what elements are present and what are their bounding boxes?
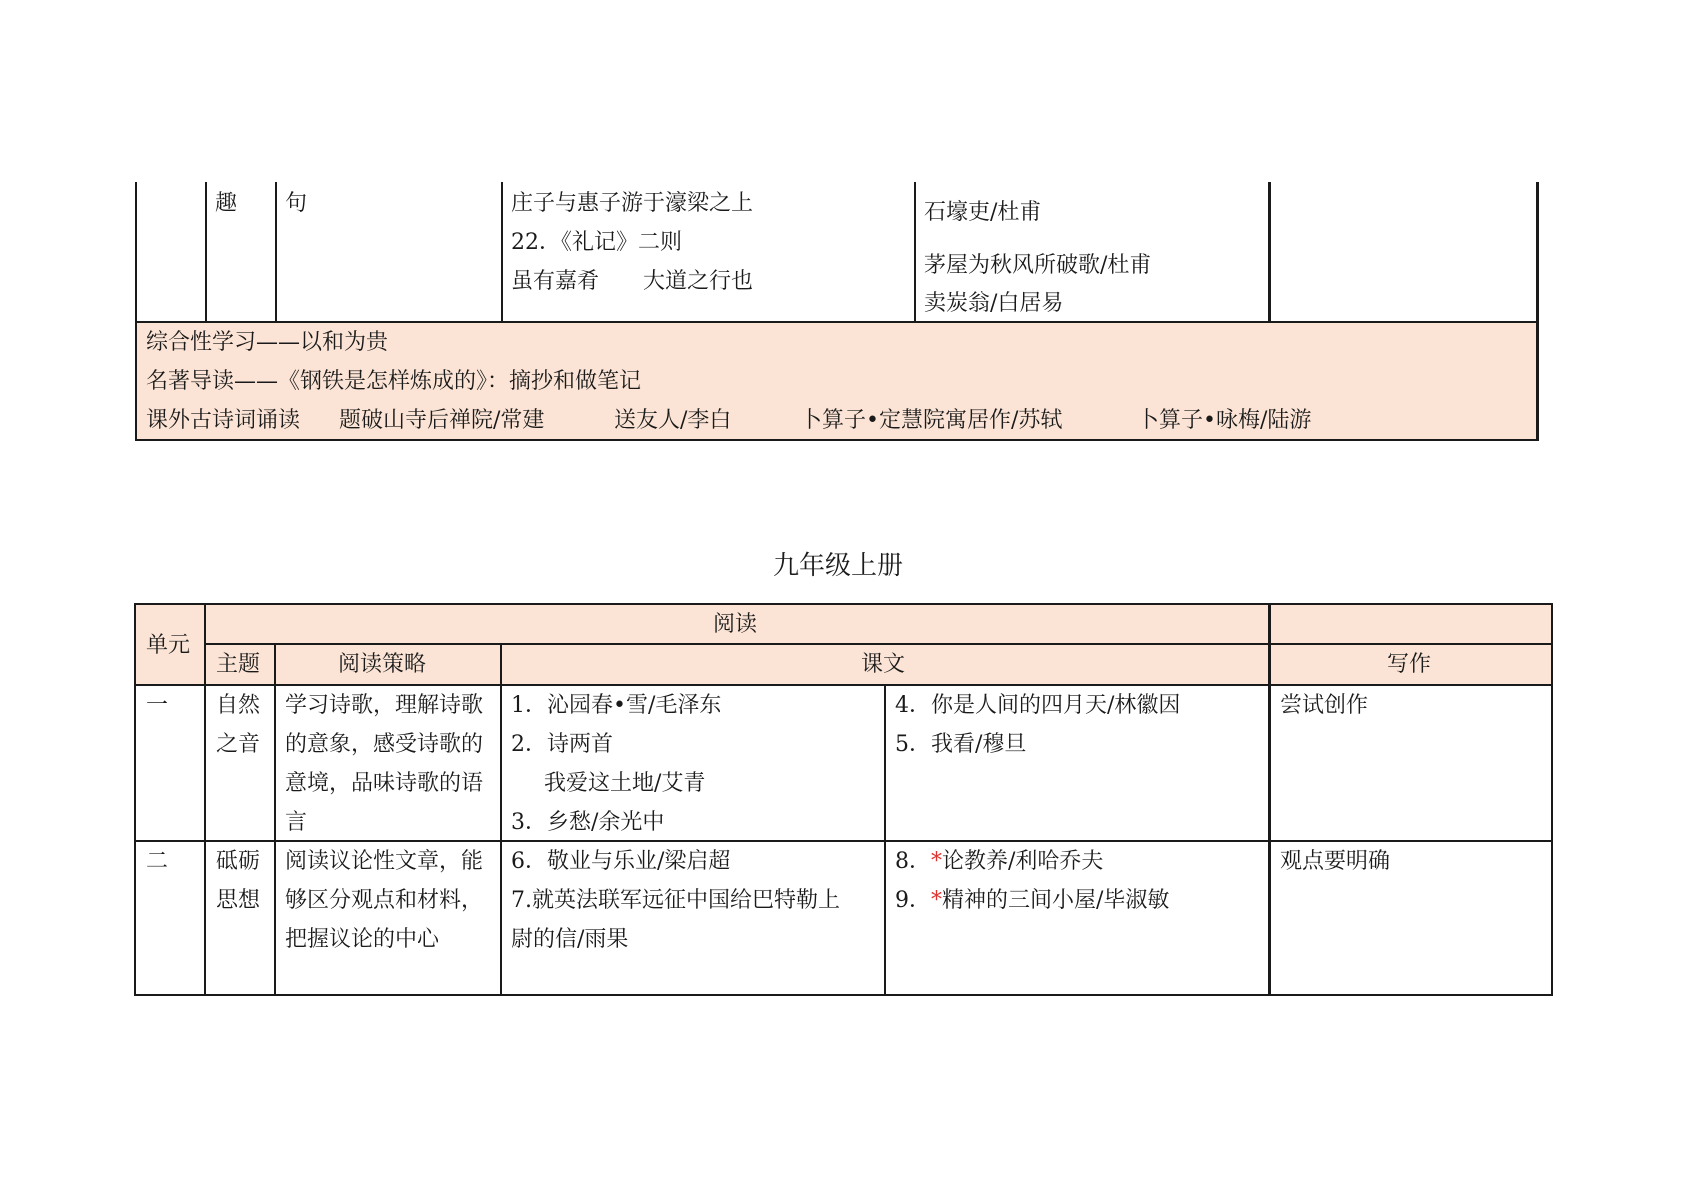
text-line: 3．乡愁/余光中	[511, 810, 665, 835]
grid-line	[1268, 182, 1271, 322]
header-theme: 主题	[216, 652, 261, 677]
text-line: 庄子与惠子游于濠梁之上	[511, 191, 754, 216]
writing-cell: 尝试创作	[1280, 693, 1369, 718]
header-writing: 写作	[1387, 652, 1432, 677]
text-line: 卖炭翁/白居易	[924, 291, 1064, 316]
lesson-number: 9．	[895, 888, 931, 913]
text-line: 2．诗两首	[511, 732, 613, 757]
strategy-line: 意境，品味诗歌的语	[285, 771, 484, 796]
text-line: 4．你是人间的四月天/林徽因	[895, 693, 1181, 718]
grid-line	[500, 643, 502, 996]
grid-line	[274, 643, 276, 996]
text-line: 虽有嘉肴 大道之行也	[511, 269, 754, 294]
theme-line: 砥砺	[216, 849, 261, 874]
grid-line	[204, 643, 206, 996]
text-line: 茅屋为秋风所破歌/杜甫	[924, 253, 1152, 278]
text-line	[895, 881, 1169, 920]
grid-line	[275, 182, 277, 322]
header-unit: 单元	[146, 633, 191, 658]
grid-line	[1268, 603, 1271, 996]
theme-cell: 趣	[215, 191, 238, 216]
header-strategy: 阅读策略	[338, 652, 427, 677]
poem-item: 送友人/李白	[614, 408, 732, 433]
grid-line	[134, 994, 1553, 996]
grid-line	[205, 182, 207, 322]
theme-line: 思想	[216, 888, 261, 913]
grid-line	[204, 603, 206, 644]
classic-reading-guide: 名著导读——《钢铁是怎样炼成的》：摘抄和做笔记	[146, 369, 642, 394]
section-title: 九年级上册	[773, 551, 904, 581]
unit-cell: 二	[146, 849, 169, 874]
strategy-line: 够区分观点和材料，	[285, 888, 484, 913]
theme-line: 之音	[216, 732, 261, 757]
unit-cell: 一	[146, 693, 169, 718]
grid-line	[134, 603, 1553, 605]
writing-cell: 观点要明确	[1280, 849, 1391, 874]
poem-item: 卜算子•定慧院寓居作/苏轼	[800, 408, 1063, 433]
theme-line: 自然	[216, 693, 261, 718]
strategy-line: 学习诗歌，理解诗歌	[285, 693, 484, 718]
text-line: 7.就英法联军远征中国给巴特勒上	[511, 888, 840, 913]
header-texts: 课文	[861, 652, 906, 677]
grid-line	[1536, 182, 1539, 440]
text-line: 6．敬业与乐业/梁启超	[511, 849, 731, 874]
text-line: 石壕吏/杜甫	[924, 200, 1042, 225]
grid-line	[501, 182, 503, 322]
poem-item: 题破山寺后禅院/常建	[339, 408, 545, 433]
extra-poems-label: 课外古诗词诵读	[146, 408, 301, 433]
grid-line	[135, 182, 137, 440]
lesson-title: 论教养/利哈乔夫	[942, 849, 1104, 874]
optional-asterisk: *	[931, 888, 942, 913]
text-line: 22．《礼记》二则	[511, 230, 682, 255]
optional-asterisk: *	[931, 849, 942, 874]
text-line: 5．我看/穆旦	[895, 732, 1027, 757]
text-line: 我爱这土地/艾青	[544, 771, 706, 796]
grid-line	[134, 603, 136, 996]
grid-line	[884, 684, 886, 996]
text-line	[895, 842, 1103, 881]
strategy-line: 把握议论的中心	[285, 927, 440, 952]
text-line: 1．沁园春•雪/毛泽东	[511, 693, 722, 718]
strategy-line: 的意象，感受诗歌的	[285, 732, 484, 757]
poem-item: 卜算子•咏梅/陆游	[1137, 408, 1312, 433]
lesson-number: 8．	[895, 849, 931, 874]
grid-line	[1551, 603, 1553, 996]
lesson-title: 精神的三间小屋/毕淑敏	[942, 888, 1170, 913]
strategy-line: 言	[285, 810, 308, 835]
strategy-cell: 句	[285, 191, 308, 216]
strategy-line: 阅读议论性文章，能	[285, 849, 484, 874]
grid-line	[914, 182, 916, 322]
header-reading: 阅读	[713, 612, 758, 637]
text-line: 尉的信/雨果	[511, 927, 629, 952]
comprehensive-study: 综合性学习——以和为贵	[146, 330, 389, 355]
